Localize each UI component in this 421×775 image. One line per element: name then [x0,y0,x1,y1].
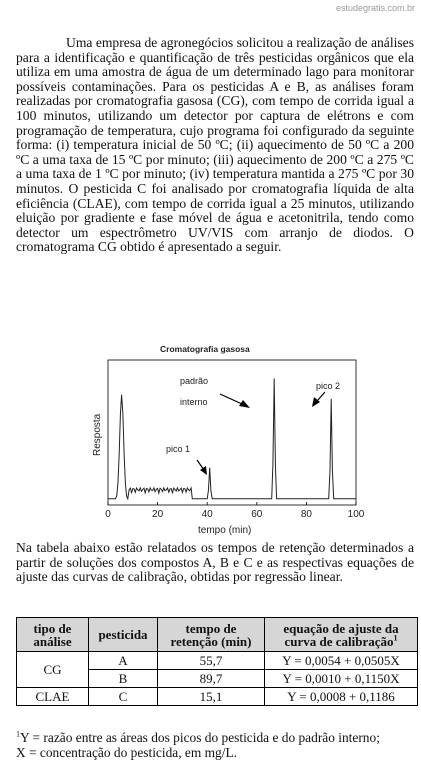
header-retention-line2: retenção (min) [170,633,252,649]
arrowhead-internal-standard [239,400,250,408]
cell-retention-time: 89,7 [158,670,265,688]
x-tick-label: 80 [300,509,312,520]
table-intro-paragraph: Na tabela abaixo estão relatados os tempos de retenção determinados a partir de soluções dos compostos A, B e C e as respectivas equações de ajuste das curvas de calibração, obtidas por regressão linear. [16,540,414,585]
gc-chromatogram [80,340,365,540]
table-row [17,688,418,706]
cell-retention-time: 55,7 [158,652,265,670]
header-equation-line1: equação de ajuste da [283,620,399,636]
header-analysis-line2: análise [33,633,72,649]
footnote-line2: X = concentração do pesticida, em mg/L. [16,745,237,760]
chart-title: Cromatografia gasosa [160,344,250,354]
x-tick-label: 60 [251,509,263,520]
header-equation-footnote-mark: 1 [393,633,398,643]
cell-equation: Y = 0,0054 + 0,0505X [265,652,418,670]
x-tick-label: 100 [347,509,365,520]
header-retention-line1: tempo de [185,620,237,636]
intro-paragraph: Uma empresa de agronegócios solicitou a realização de análises para a identificação e quantificação de três pesticidas orgânicos que ela utiliza em uma amostra de água de um determinado lago para monitorar possíveis contaminações. Para os pesticidas A e B, as análises foram realizadas por cromatografia gasosa (CG), com tempo de corrida igual a 100 minutos, utilizando um detector por captura de elétrons e com programação de temperatura, cujo programa foi configurado da seguinte forma: (i) temperatura inicial de 50 ºC; (ii) aquecimento de 50 ºC a 200 ºC a uma taxa de 15 ºC por minuto; (iii) aquecimento de 200 ºC a 275 ºC a uma taxa de 1 ºC por minuto; (iv) temperatura mantida a 275 ºC por 30 minutos. O pesticida C foi analisado por cromatografia líquida de alta eficiência (CLAE), com tempo de corrida igual a 25 minutos, utilizando eluição por gradiente e fase móvel de água e acetonitrila, tendo como detector um espectrômetro UV/VIS com arranjo de diodos. O cromatograma CG obtido é apresentado a seguir. [16,35,415,255]
chromatogram-trace [108,379,356,499]
cell-analysis: CG [17,652,89,688]
cell-pesticide: C [89,688,158,706]
cell-pesticide: B [89,670,158,688]
arrowhead-peak-1 [200,466,207,475]
x-axis-label: tempo (min) [198,525,252,536]
header-analysis-line1: tipo de [33,620,72,636]
peak-label-internal-standard: padrão [180,376,209,386]
cell-pesticide: A [89,652,158,670]
footnote-mark: 1 [16,729,20,739]
header-analysis-type [17,618,89,652]
x-tick-label: 40 [201,509,213,520]
cell-equation: Y = 0,0008 + 0,1186 [265,688,418,706]
header-calibration-equation [265,618,418,652]
peak-label-1: pico 1 [166,444,191,454]
header-equation-line2: curva de calibração [284,633,394,649]
header-retention-time [158,618,265,652]
header-pesticide: pesticida [89,618,158,652]
arrow-internal-standard [220,394,242,404]
peak-label-internal-standard-2: interno [180,397,208,407]
table-header-row [17,618,418,652]
x-tick-label: 0 [105,509,111,520]
peak-label-2: pico 2 [316,381,341,391]
x-tick-label: 20 [152,509,164,520]
table-footnote [16,730,418,760]
cell-equation: Y = 0,0010 + 0,1150X [265,670,418,688]
table-row [17,652,418,670]
retention-table [16,617,418,706]
watermark: estudegratis.com.br [335,3,415,13]
y-axis-label: Resposta [92,413,103,456]
footnote-line1: Y = razão entre as áreas dos picos do pesticida e do padrão interno; [20,730,380,745]
arrow-peak-2 [317,392,325,401]
cell-analysis: CLAE [17,688,89,706]
cell-retention-time: 15,1 [158,688,265,706]
